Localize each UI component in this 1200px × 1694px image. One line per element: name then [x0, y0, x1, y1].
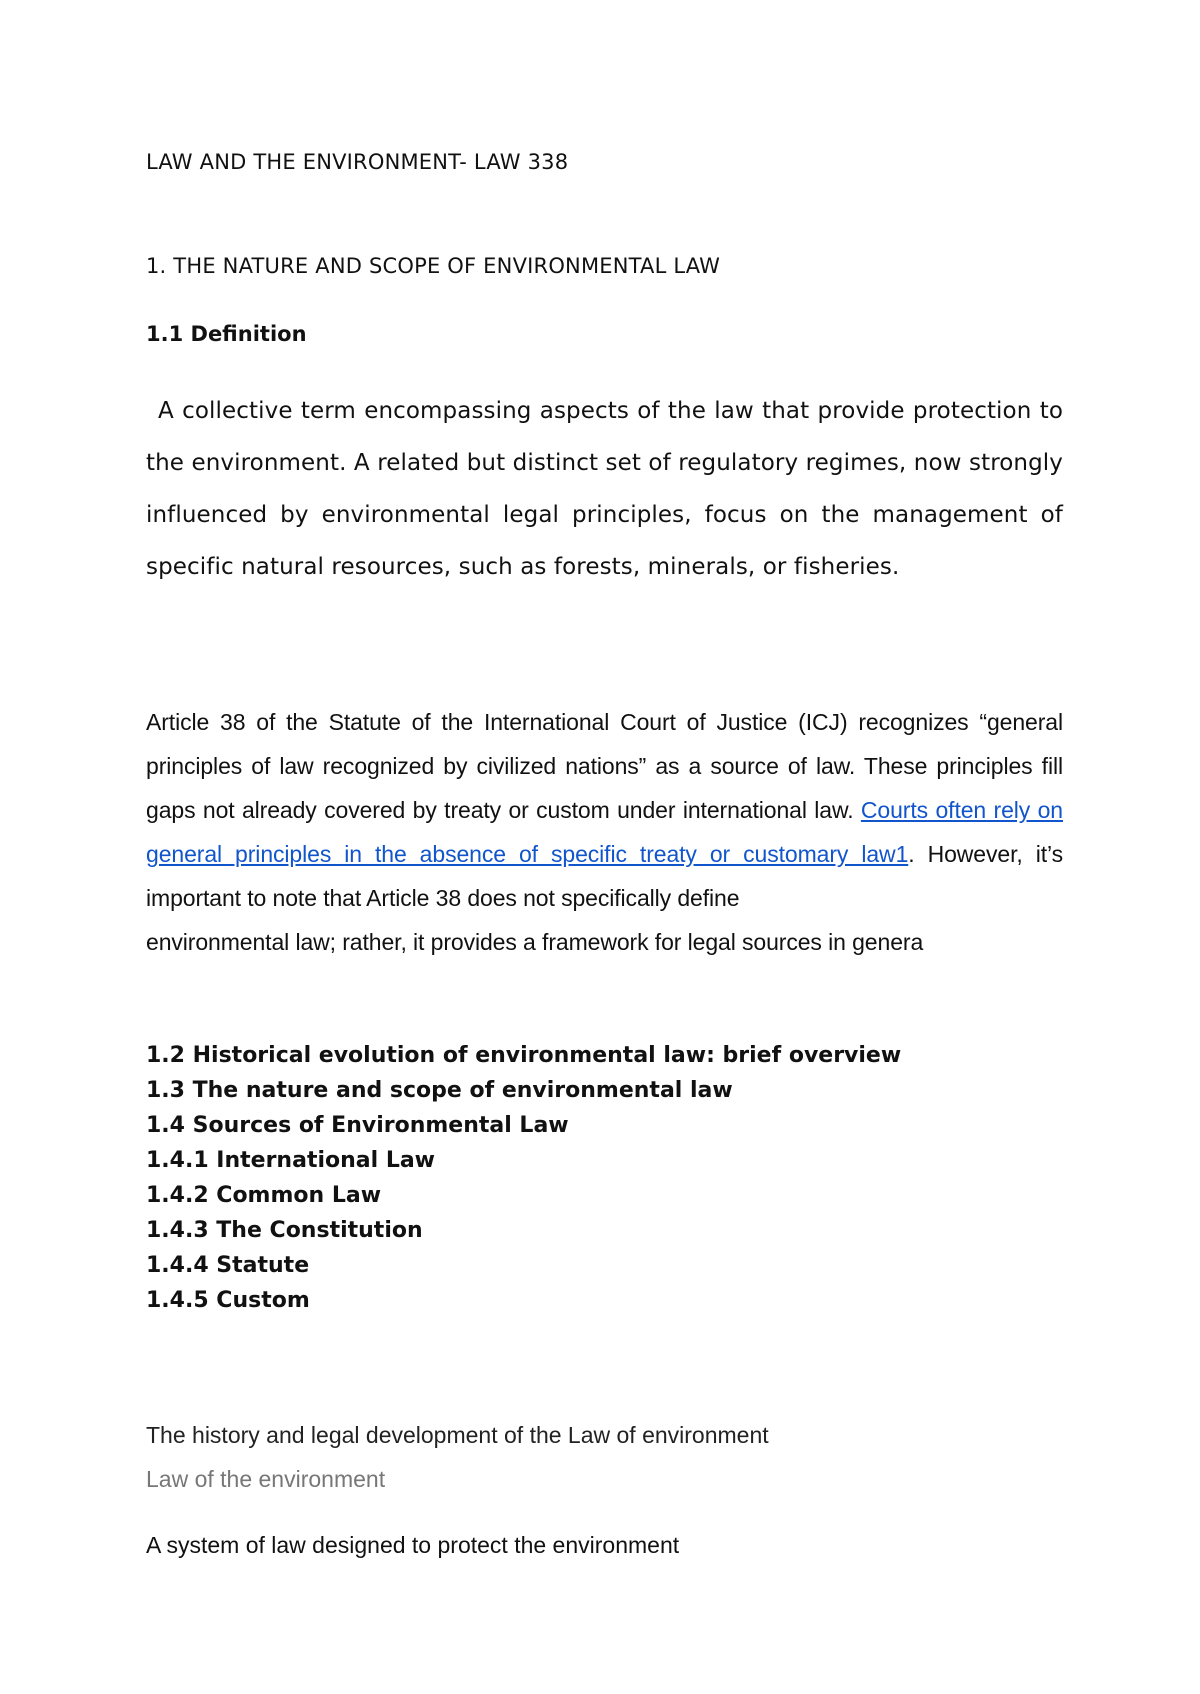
outline-list — [146, 1038, 901, 1318]
article-text-before-link: Article 38 of the Statute of the International Court of Justice (ICJ) recognizes “general principles of law recognized by civilized nations” as a source of law. These principles fill gaps not already covered by treaty or custom under international law. — [146, 709, 1063, 823]
outline-item: 1.3 The nature and scope of environmental law — [146, 1078, 733, 1103]
section-heading: 1. THE NATURE AND SCOPE OF ENVIRONMENTAL LAW — [146, 254, 721, 278]
definition-heading: 1.1 Definition — [146, 322, 307, 346]
document-title: LAW AND THE ENVIRONMENT- LAW 338 — [146, 150, 569, 174]
outline-item: 1.4.3 The Constitution — [146, 1218, 423, 1243]
definition-text: A collective term encompassing aspects of the law that provide protection to the environment. A related but distinct set of regulatory regimes, now strongly influenced by environmental legal principles, focus on the management of specific natural resources, such as forests, minerals, or fisheries. — [146, 398, 1063, 580]
article-paragraph — [146, 700, 1063, 964]
outline-item: 1.4.2 Common Law — [146, 1183, 382, 1208]
outline-item: 1.4 Sources of Environmental Law — [146, 1113, 569, 1138]
history-heading: The history and legal development of the Law of environment — [146, 1422, 769, 1448]
article-last-line: environmental law; rather, it provides a framework for legal sources in genera — [146, 929, 924, 955]
courts-principles-link[interactable]: Courts often rely on general principles in the absence of specific treaty or customary law1 — [146, 797, 1063, 867]
article-text-after-link: . However, it’s important to note that Article 38 does not specifically define — [146, 841, 1063, 911]
definition-paragraph — [146, 385, 1063, 593]
outline-item: 1.4.1 International Law — [146, 1148, 436, 1173]
outline-item: 1.4.4 Statute — [146, 1253, 310, 1278]
outline-item: 1.2 Historical evolution of environmental law: brief overview — [146, 1043, 902, 1068]
law-of-environment-label: Law of the environment — [146, 1466, 386, 1492]
outline-item: 1.4.5 Custom — [146, 1288, 310, 1313]
system-definition: A system of law designed to protect the environment — [146, 1532, 680, 1558]
